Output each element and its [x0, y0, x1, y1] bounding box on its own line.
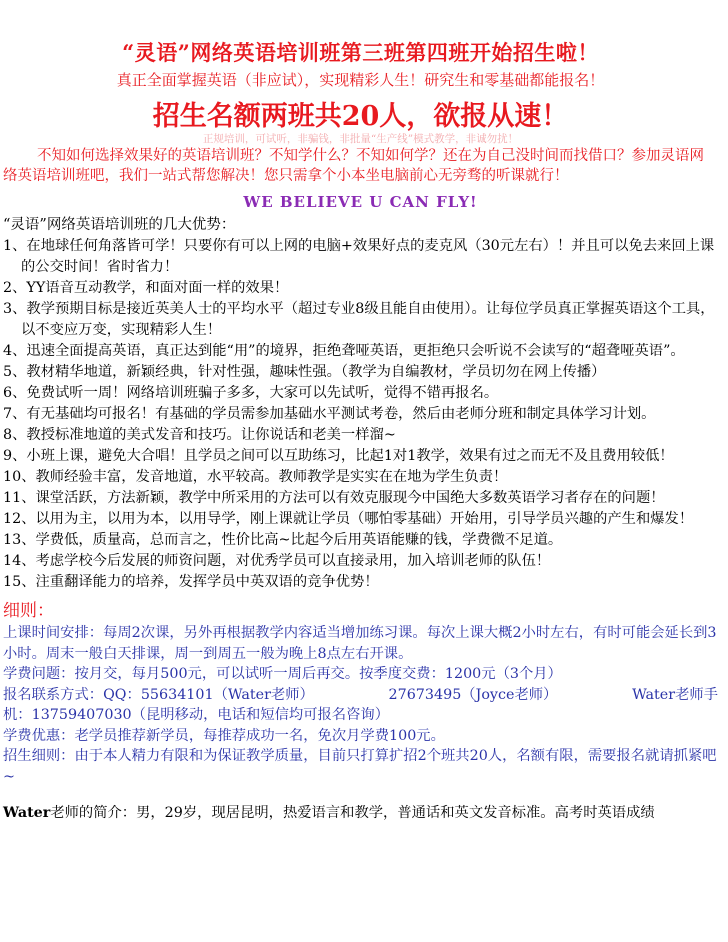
list-item: 5、教材精华地道，新颖经典，针对性强，趣味性强。（教学为自编教材，学员切勿在网上传播） [3, 364, 606, 380]
contact-qq-joyce: 27673495（Joyce老师） [388, 686, 558, 703]
intro-paragraph: 不知如何选择效果好的英语培训班？不知学什么？不知如何学？还在为自己没时间而找借口？参加灵语网络英语培训班吧，我们一站式帮您解决！您只需拿个小本坐电脑前心无旁骛的听课就行！ [3, 148, 704, 184]
details-section [3, 623, 718, 787]
list-item: 6、免费试听一周！网络培训班骗子多多，大家可以先试听，觉得不错再报名。 [3, 385, 499, 401]
page-title: “灵语”网络英语培训班第三班第四班开始招生啦！ [122, 40, 599, 65]
list-item: 15、注重翻译能力的培养，发挥学员中英双语的竞争优势！ [3, 574, 379, 590]
contact-qq-water: 报名联系方式：QQ：55634101（Water老师） [3, 686, 314, 703]
list-item: 13、学费低，质量高，总而言之，性价比高~比起今后用英语能赚的钱，学费微不足道。 [3, 532, 563, 548]
advantages-list [3, 236, 718, 593]
page-subtitle: 真正全面掌握英语（非应试），实现精彩人生！研究生和零基础都能报名！ [116, 71, 605, 89]
list-item: 12、以用为主，以用为本，以用导学，刚上课就让学员（哪怕零基础）开始用，引导学员兴趣的产生和爆发！ [3, 511, 694, 527]
contact-phone: 机：13759407030（昆明移动，电话和短信均可报名咨询） [3, 707, 389, 723]
enrollment-note: 招生细则：由于本人精力有限和为保证教学质量，目前只打算扩招2个班共20人，名额有限，需要报名就请抓紧吧~ [3, 748, 717, 785]
list-item: 9、小班上课，避免大合唱！且学员之间可以互助练习，比起1对1教学，效果有过之而无不及且费用较低！ [3, 448, 674, 464]
list-item: 8、教授标准地道的美式发音和技巧。让你说话和老美一样溜~ [3, 427, 396, 443]
teacher-intro: Water老师的简介：男，29岁，现居昆明，热爱语言和教学，普通话和英文发音标准。高考时英语成绩 [3, 805, 655, 821]
fees-text: 学费问题：按月交，每月500元，可以试听一周后再交。按季度交费：1200元（3个月） [3, 666, 562, 682]
list-item: 11、课堂活跃，方法新颖，教学中所采用的方法可以有效克服现今中国绝大多数英语学习者存在的问题！ [3, 490, 665, 506]
list-item: 14、考虑学校今后发展的师资问题，对优秀学员可以直接录用，加入培训老师的队伍！ [3, 553, 551, 569]
teacher-name: Water [3, 805, 51, 821]
tagline: 正规培训，可试听，非骗钱，非批量“生产线”模式教学，非诚勿扰！ [202, 133, 519, 145]
list-item: 7、有无基础均可报名！有基础的学员需参加基础水平测试考卷，然后由老师分班和制定具体学习计划。 [3, 406, 656, 422]
enrollment-headline: 招生名额两班共20人，欲报从速！ [152, 101, 569, 132]
list-item: 2、YY语音互动教学，和面对面一样的效果！ [3, 280, 289, 296]
list-item: 10、教师经验丰富，发音地道，水平较高。教师教学是实实在在地为学生负责！ [3, 469, 508, 485]
schedule-text: 上课时间安排：每周2次课，另外再根据教学内容适当增加练习课。每次上课大概2小时左右，有时可能会延长到3小时。周末一般白天排课，周一到周五一般为晚上8点左右开课。 [3, 625, 717, 662]
slogan: WE BELIEVE U CAN FLY! [243, 193, 478, 211]
list-item: 3、教学预期目标是接近英美人士的平均水平（超过专业8级且能自由使用）。让每位学员真正掌握英语这个工具，以不变应万变，实现精彩人生！ [3, 301, 715, 338]
contact-line [3, 685, 718, 706]
list-item: 4、迅速全面提高英语，真正达到能“用”的境界，拒绝聋哑英语，更拒绝只会听说不会读写的“超聋哑英语”。 [3, 343, 685, 359]
list-item: 1、在地球任何角落皆可学！只要你有可以上网的电脑+效果好点的麦克风（30元左右）！并且可以免去来回上课的公交时间！省时省力！ [3, 238, 715, 275]
details-heading: 细则： [3, 601, 54, 621]
contact-phone-label: Water老师手 [632, 686, 718, 703]
advantages-title: “灵语”网络英语培训班的几大优势： [3, 217, 236, 233]
discount-text: 学费优惠：老学员推荐新学员，每推荐成功一名，免次月学费100元。 [3, 727, 445, 744]
